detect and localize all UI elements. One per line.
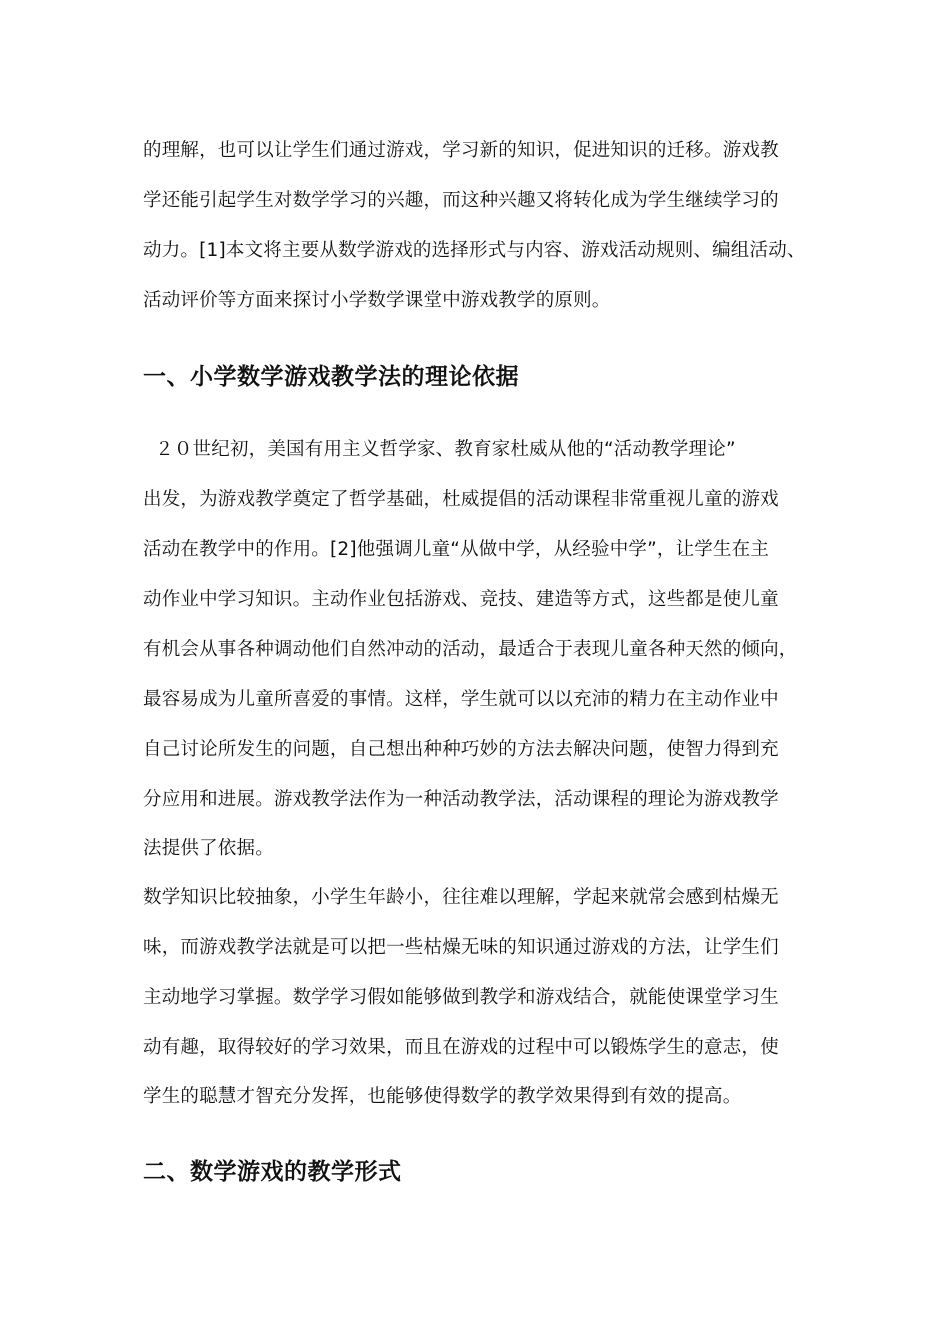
section-heading-1: 一、小学数学游戏教学法的理论依据 bbox=[143, 364, 519, 390]
text-line: 动作业中学习知识。主动作业包括游戏、竞技、建造等方式，这些都是使儿童 bbox=[143, 589, 779, 610]
text-line: 数学知识比较抽象，小学生年龄小，往往难以理解，学起来就常会感到枯燥无 bbox=[143, 887, 779, 908]
section-heading-2: 二、数学游戏的教学形式 bbox=[143, 1159, 402, 1185]
text-line: 主动地学习掌握。数学学习假如能够做到教学和游戏结合，就能使课堂学习生 bbox=[143, 987, 779, 1008]
text-line: 分应用和进展。游戏教学法作为一种活动教学法，活动课程的理论为游戏教学 bbox=[143, 789, 779, 810]
text-line: 动力。[1]本文将主要从数学游戏的选择形式与内容、游戏活动规则、编组活动、 bbox=[143, 240, 806, 261]
text-line: 学生的聪慧才智充分发挥，也能够使得数学的教学效果得到有效的提高。 bbox=[143, 1086, 742, 1107]
text-line: 法提供了依据。 bbox=[143, 838, 274, 859]
text-line: 出发，为游戏教学奠定了哲学基础，杜威提倡的活动课程非常重视儿童的游戏 bbox=[143, 489, 779, 510]
text-line: 动有趣，取得较好的学习效果，而且在游戏的过程中可以锻炼学生的意志，使 bbox=[143, 1037, 779, 1058]
text-line: 的理解，也可以让学生们通过游戏，学习新的知识，促进知识的迁移。游戏教 bbox=[143, 140, 779, 161]
text-line: 活动评价等方面来探讨小学数学课堂中游戏教学的原则。 bbox=[143, 290, 611, 311]
text-line: 活动在教学中的作用。[2]他强调儿童“从做中学，从经验中学”，让学生在主 bbox=[143, 539, 770, 560]
text-line: ２０世纪初，美国有用主义哲学家、教育家杜威从他的“活动教学理论” bbox=[143, 439, 736, 460]
text-line: 自己讨论所发生的问题，自己想出种种巧妙的方法去解决问题，使智力得到充 bbox=[143, 739, 779, 760]
text-line: 味，而游戏教学法就是可以把一些枯燥无味的知识通过游戏的方法，让学生们 bbox=[143, 937, 779, 958]
text-line: 最容易成为儿童所喜爱的事情。这样，学生就可以以充沛的精力在主动作业中 bbox=[143, 689, 779, 710]
text-line: 有机会从事各种调动他们自然冲动的活动，最适合于表现儿童各种天然的倾向， bbox=[143, 639, 798, 660]
text-line: 学还能引起学生对数学学习的兴趣，而这种兴趣又将转化成为学生继续学习的 bbox=[143, 190, 779, 211]
